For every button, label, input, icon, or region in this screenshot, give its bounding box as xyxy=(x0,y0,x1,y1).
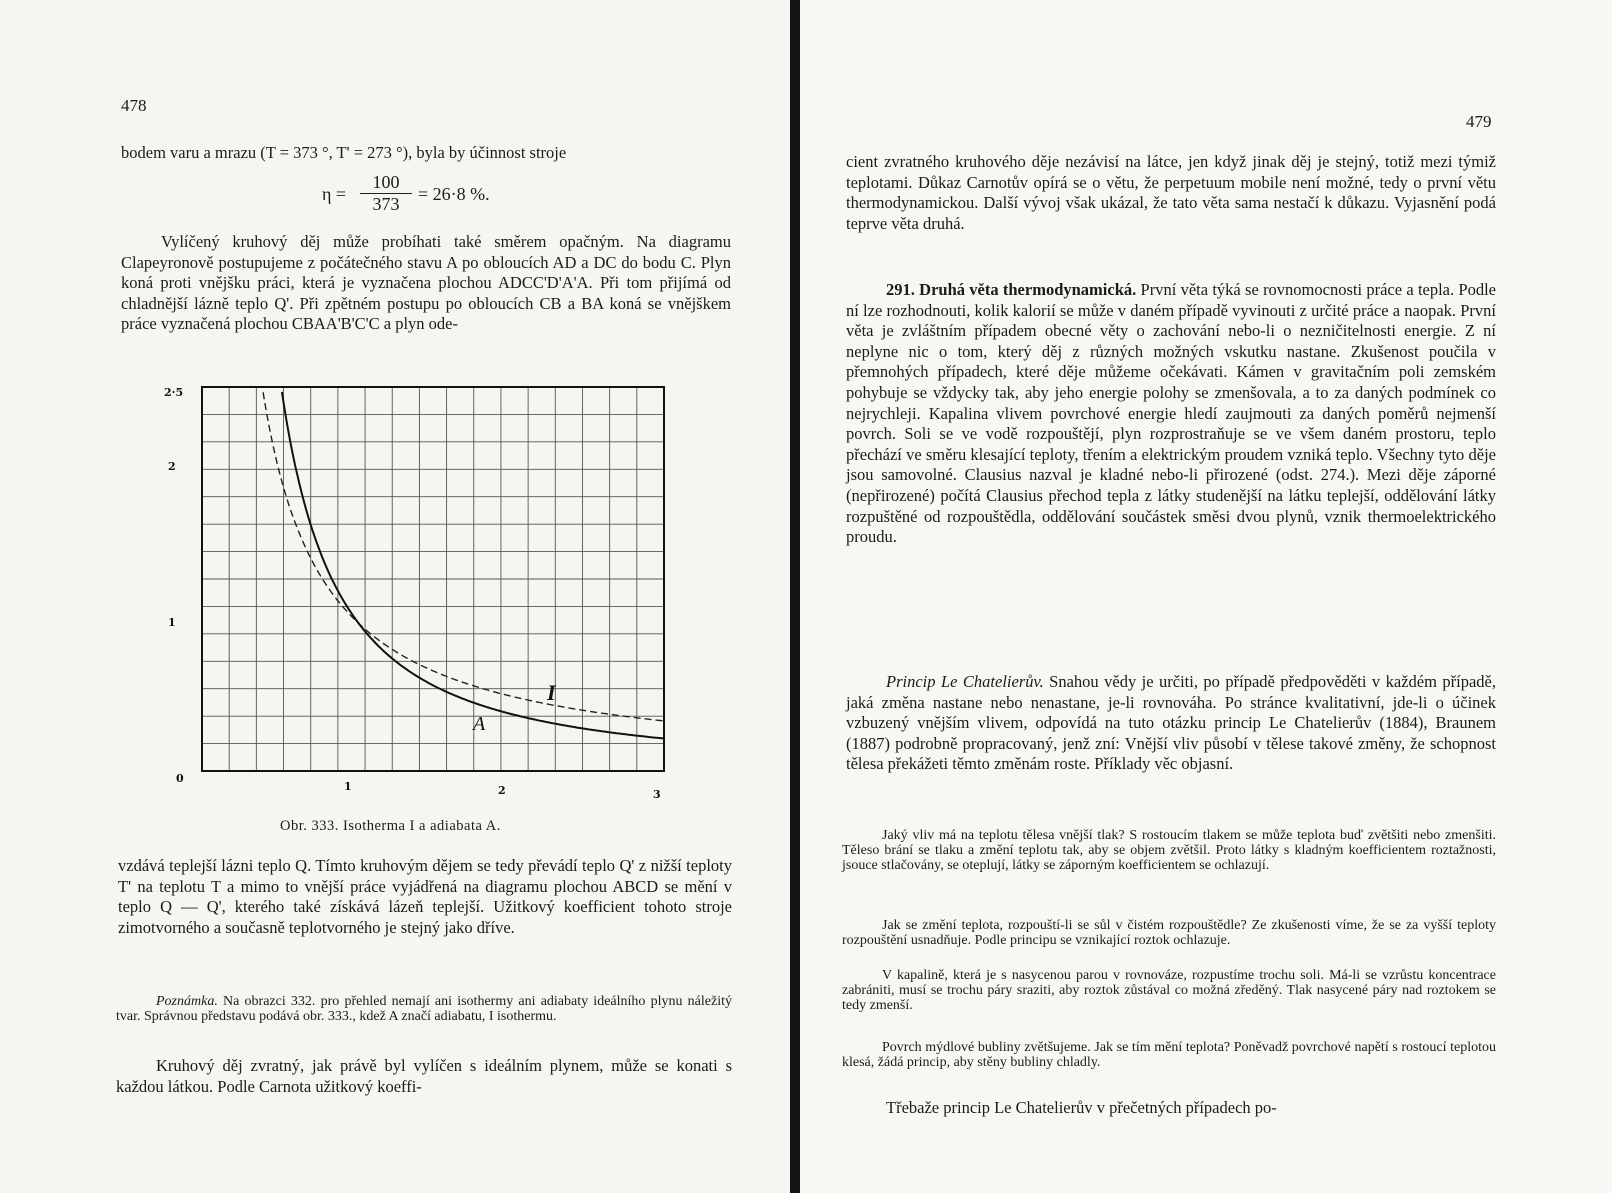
paragraph-heat-transfer: vzdává teplejší lázni teplo Q. Tímto kruhovým dějem se tedy převádí teplo Q' z nižší teploty T' na teplotu T a mimo to vnější práce vyjádřená na diagramu plochou ABCD se mění v teplo Q — Q', kterého také získává lázeň teplejší. Užitkový koefficient tohoto stroje zimotvorného a současně teplotvorného je stejný jako dříve. xyxy=(118,856,732,937)
example-salt-solution: Jak se změní teplota, rozpouští-li se sůl v čistém rozpouštědle? Ze zkušenosti víme, že se za vyšší teploty rozpouštění usnadňuje. Podle principu se vznikající roztok ochlazuje. xyxy=(842,918,1496,949)
principle-text: Snahou vědy je určiti, po případě předpověděti v každém případě, jaká změna nastane nebo nenastane, je-li rovnováha. Po stránce kvalitativní, jde-li o účinek vzbuzený vnějším vlivem, odpovídá na tuto otázku princip Le Chatelierův (1884), Braunem (1887) podrobně propracovaný, jenž zní: Vnější vliv působí v tělese takové změny, že schopnost tělesa překážeti těmto změnám roste. Příklady věc objasní. xyxy=(846,672,1496,774)
principle-paragraph xyxy=(846,672,1496,775)
equation-fraction xyxy=(360,172,412,215)
isotherm-adiabat-figure xyxy=(164,382,690,802)
adiabat-curve xyxy=(282,392,664,739)
example-pressure: Jaký vliv má na teplotu tělesa vnější tlak? S rostoucím tlakem se může teplota buď zvětšiti nebo zmenšiti. Těleso brání se tlaku a změní teplotu tak, aby se objem zvětšil. Proto látky s kladným koefficientem roztažnosti, jsouce stlačovány, se oteplují, látky se záporným koefficientem se ochlazují. xyxy=(842,828,1496,874)
y-tick-2-5: 2·5 xyxy=(164,386,184,399)
principle-title: Princip Le Chatelierův. xyxy=(886,672,1044,691)
page-number-right: 479 xyxy=(1466,112,1492,131)
section-text: První věta týká se rovnomocnosti práce a tepla. Podle ní lze rozhodnouti, kolik kalorií se může v daném případě vyvinouti z určité práce a naopak. První věta je zvláštním případem obecné věty o zachování nebo-li o nezničitelnosti energie. Z ní neplyne nic o tom, který děj z různých možných vskutku nastane. Zkušenost poučila v přemnohých případech, které děje můžeme očekávati. Kámen v gravitačním poli zemském pohybuje se vždycky tak, aby jeho energie polohy se zmenšovala, a to za daných podmínek co nejrychleji. Kapalina vlivem povrchové energie hledí zaujmouti za daných poměrů nejmenší povrch. Soli se ve vodě rozpouštějí, plyn rozprostraňuje se ve všem daném prostoru, teplo přechází ve směru klesající teploty, třením a elektrickým proudem vzniká teplo. Všechny tyto děje jsou samovolné. Clausius nazval je kladné nebo-li přirozené (odst. 274.). Mezi děje záporné (nepřirozené) počítá Clausius přechod tepla z látky studenější na látku teplejší, oddělování látky rozpuštěné od rozpouštědla, oddělování součástek směsi dvou plynů, vznik thermoelektrického proudu. xyxy=(846,280,1497,547)
x-tick-0: 0 xyxy=(176,772,184,785)
note-label: Poznámka. xyxy=(156,994,218,1009)
paragraph-reverse-cycle: Vylíčený kruhový děj může probíhati také směrem opačným. Na diagramu Clapeyronově postupujeme z počátečného stavu A po obloucích AD a DC do bodu C. Plyn koná proti vnějšku práci, která je vyznačena plochou ADCC'D'A'A. Při tom přijímá od chladnější lázně teplo Q'. Při zpětném postupu po obloucích CB a BA koná se vnějškem práce vyznačená plochou CBAA'B'C'C a plyn ode- xyxy=(121,232,731,334)
y-tick-2: 2 xyxy=(168,460,176,473)
paragraph-reversible-cycle: Kruhový děj zvratný, jak právě byl vylíčen s ideálním plynem, může se konati s každou látkou. Podle Carnota užitkový koeffi- xyxy=(116,1056,732,1096)
note-text: Na obrazci 332. pro přehled nemají ani isothermy ani adiabaty ideálního plynu náležitý tvar. Správnou představu podává obr. 333., kdež A značí adiabatu, I isothermu. xyxy=(116,994,732,1025)
x-tick-1: 1 xyxy=(344,780,352,793)
note xyxy=(116,994,732,1024)
figure-grid xyxy=(202,387,664,771)
book-gutter xyxy=(790,0,800,1193)
right-page xyxy=(800,0,1612,1193)
figure-caption: Obr. 333. Isotherma I a adiabata A. xyxy=(280,818,501,834)
page-number-left: 478 xyxy=(121,96,147,115)
equation-symbol: η = xyxy=(322,184,347,204)
equation-result: = 26·8 %. xyxy=(418,184,490,204)
isotherm-label: I xyxy=(547,680,556,705)
intro-line: bodem varu a mrazu (T = 373 °, T' = 273 °), byla by účinnost stroje xyxy=(121,143,567,162)
x-tick-3: 3 xyxy=(653,788,661,801)
equation-denominator: 373 xyxy=(372,194,400,214)
x-tick-2: 2 xyxy=(498,784,506,797)
adiabat-label: A xyxy=(473,713,486,735)
example-saturated-vapor: V kapalině, která je s nasycenou parou v rovnováze, rozpustíme trochu soli. Má-li se vzrůstu koncentrace zabrániti, musí se trochu páry sraziti, aby roztok zůstával co možná zředěný. Tlak nasycené páry nad roztokem se tedy zmenší. xyxy=(842,968,1496,1014)
y-tick-1: 1 xyxy=(168,616,176,629)
left-page xyxy=(0,0,790,1193)
equation-numerator: 100 xyxy=(360,172,412,194)
section-291 xyxy=(846,280,1496,548)
paragraph-carnot-coefficient: cient zvratného kruhového děje nezávisí na látce, jen když jinak děj je stejný, totiž mezi týmiž teplotami. Důkaz Carnotův opírá se o větu, že perpetuum mobile není možné, tedy o první větu thermodynamickou. Další vývoj však ukázal, že tato věta sama nestačí k důkazu. Vyjasnění podá teprve věta druhá. xyxy=(846,152,1496,233)
last-line: Třebaže princip Le Chatelierův v přečetných případech po- xyxy=(886,1098,1277,1117)
example-soap-bubble: Povrch mýdlové bubliny zvětšujeme. Jak se tím mění teplota? Poněvadž povrchové napětí s rostoucí teplotou klesá, žádá princip, aby stěny bubliny chladly. xyxy=(842,1040,1496,1071)
section-heading: 291. Druhá věta thermodynamická. xyxy=(886,280,1137,299)
